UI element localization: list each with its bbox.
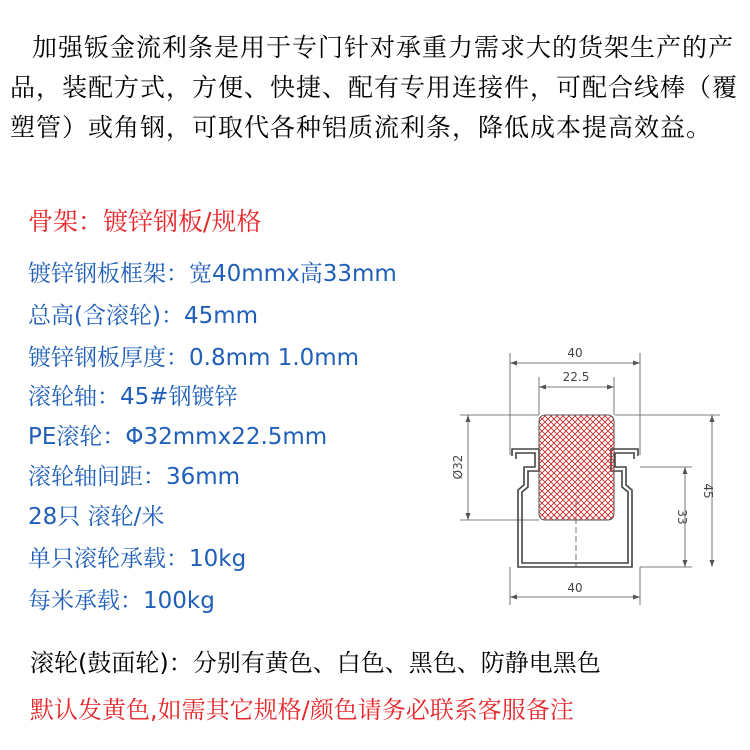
spec-frame-size: 镀锌钢板框架：宽40mmx高33mm [28, 261, 397, 287]
label-roller-dia: Ø32 [451, 454, 465, 480]
roller-shape [539, 415, 614, 520]
intro-text: 加强钣金流利条是用于专门针对承重力需求大的货架生产的产品，装配方式，方便、快捷、配有专用连接件，可配合线棒（覆塑管）或角钢，可取代各种铝质流利条，降低成本提高效益。 [10, 33, 739, 142]
default-color-note: 默认发黄色,如需其它规格/颜色请务必联系客服备注 [30, 696, 574, 724]
spec-axle-spacing: 滚轮轴间距：36mm [28, 464, 241, 490]
label-roller-width: 22.5 [562, 370, 590, 384]
spec-axle: 滚轮轴：45#钢镀锌 [28, 384, 238, 410]
spec-thickness: 镀锌钢板厚度：0.8mm 1.0mm [28, 345, 360, 371]
label-bottom-width: 40 [567, 581, 583, 595]
spec-title: 骨架：镀锌钢板/规格 [28, 207, 262, 236]
label-top-width: 40 [567, 346, 583, 360]
intro-paragraph [10, 28, 740, 148]
spec-rollers-per-meter: 28只 滚轮/米 [28, 504, 165, 530]
spec-pe-roller: PE滚轮：Φ32mmx22.5mm [28, 424, 328, 450]
spec-meter-load: 每米承载：100kg [28, 588, 215, 614]
label-frame-height: 33 [675, 509, 689, 525]
cross-section-diagram [440, 335, 730, 610]
spec-single-load: 单只滚轮承载：10kg [28, 546, 247, 572]
roller-colors-note: 滚轮(鼓面轮)：分别有黄色、白色、黑色、防静电黑色 [30, 649, 601, 677]
label-total-height: 45 [701, 483, 715, 499]
spec-total-height: 总高(含滚轮)：45mm [28, 303, 259, 329]
